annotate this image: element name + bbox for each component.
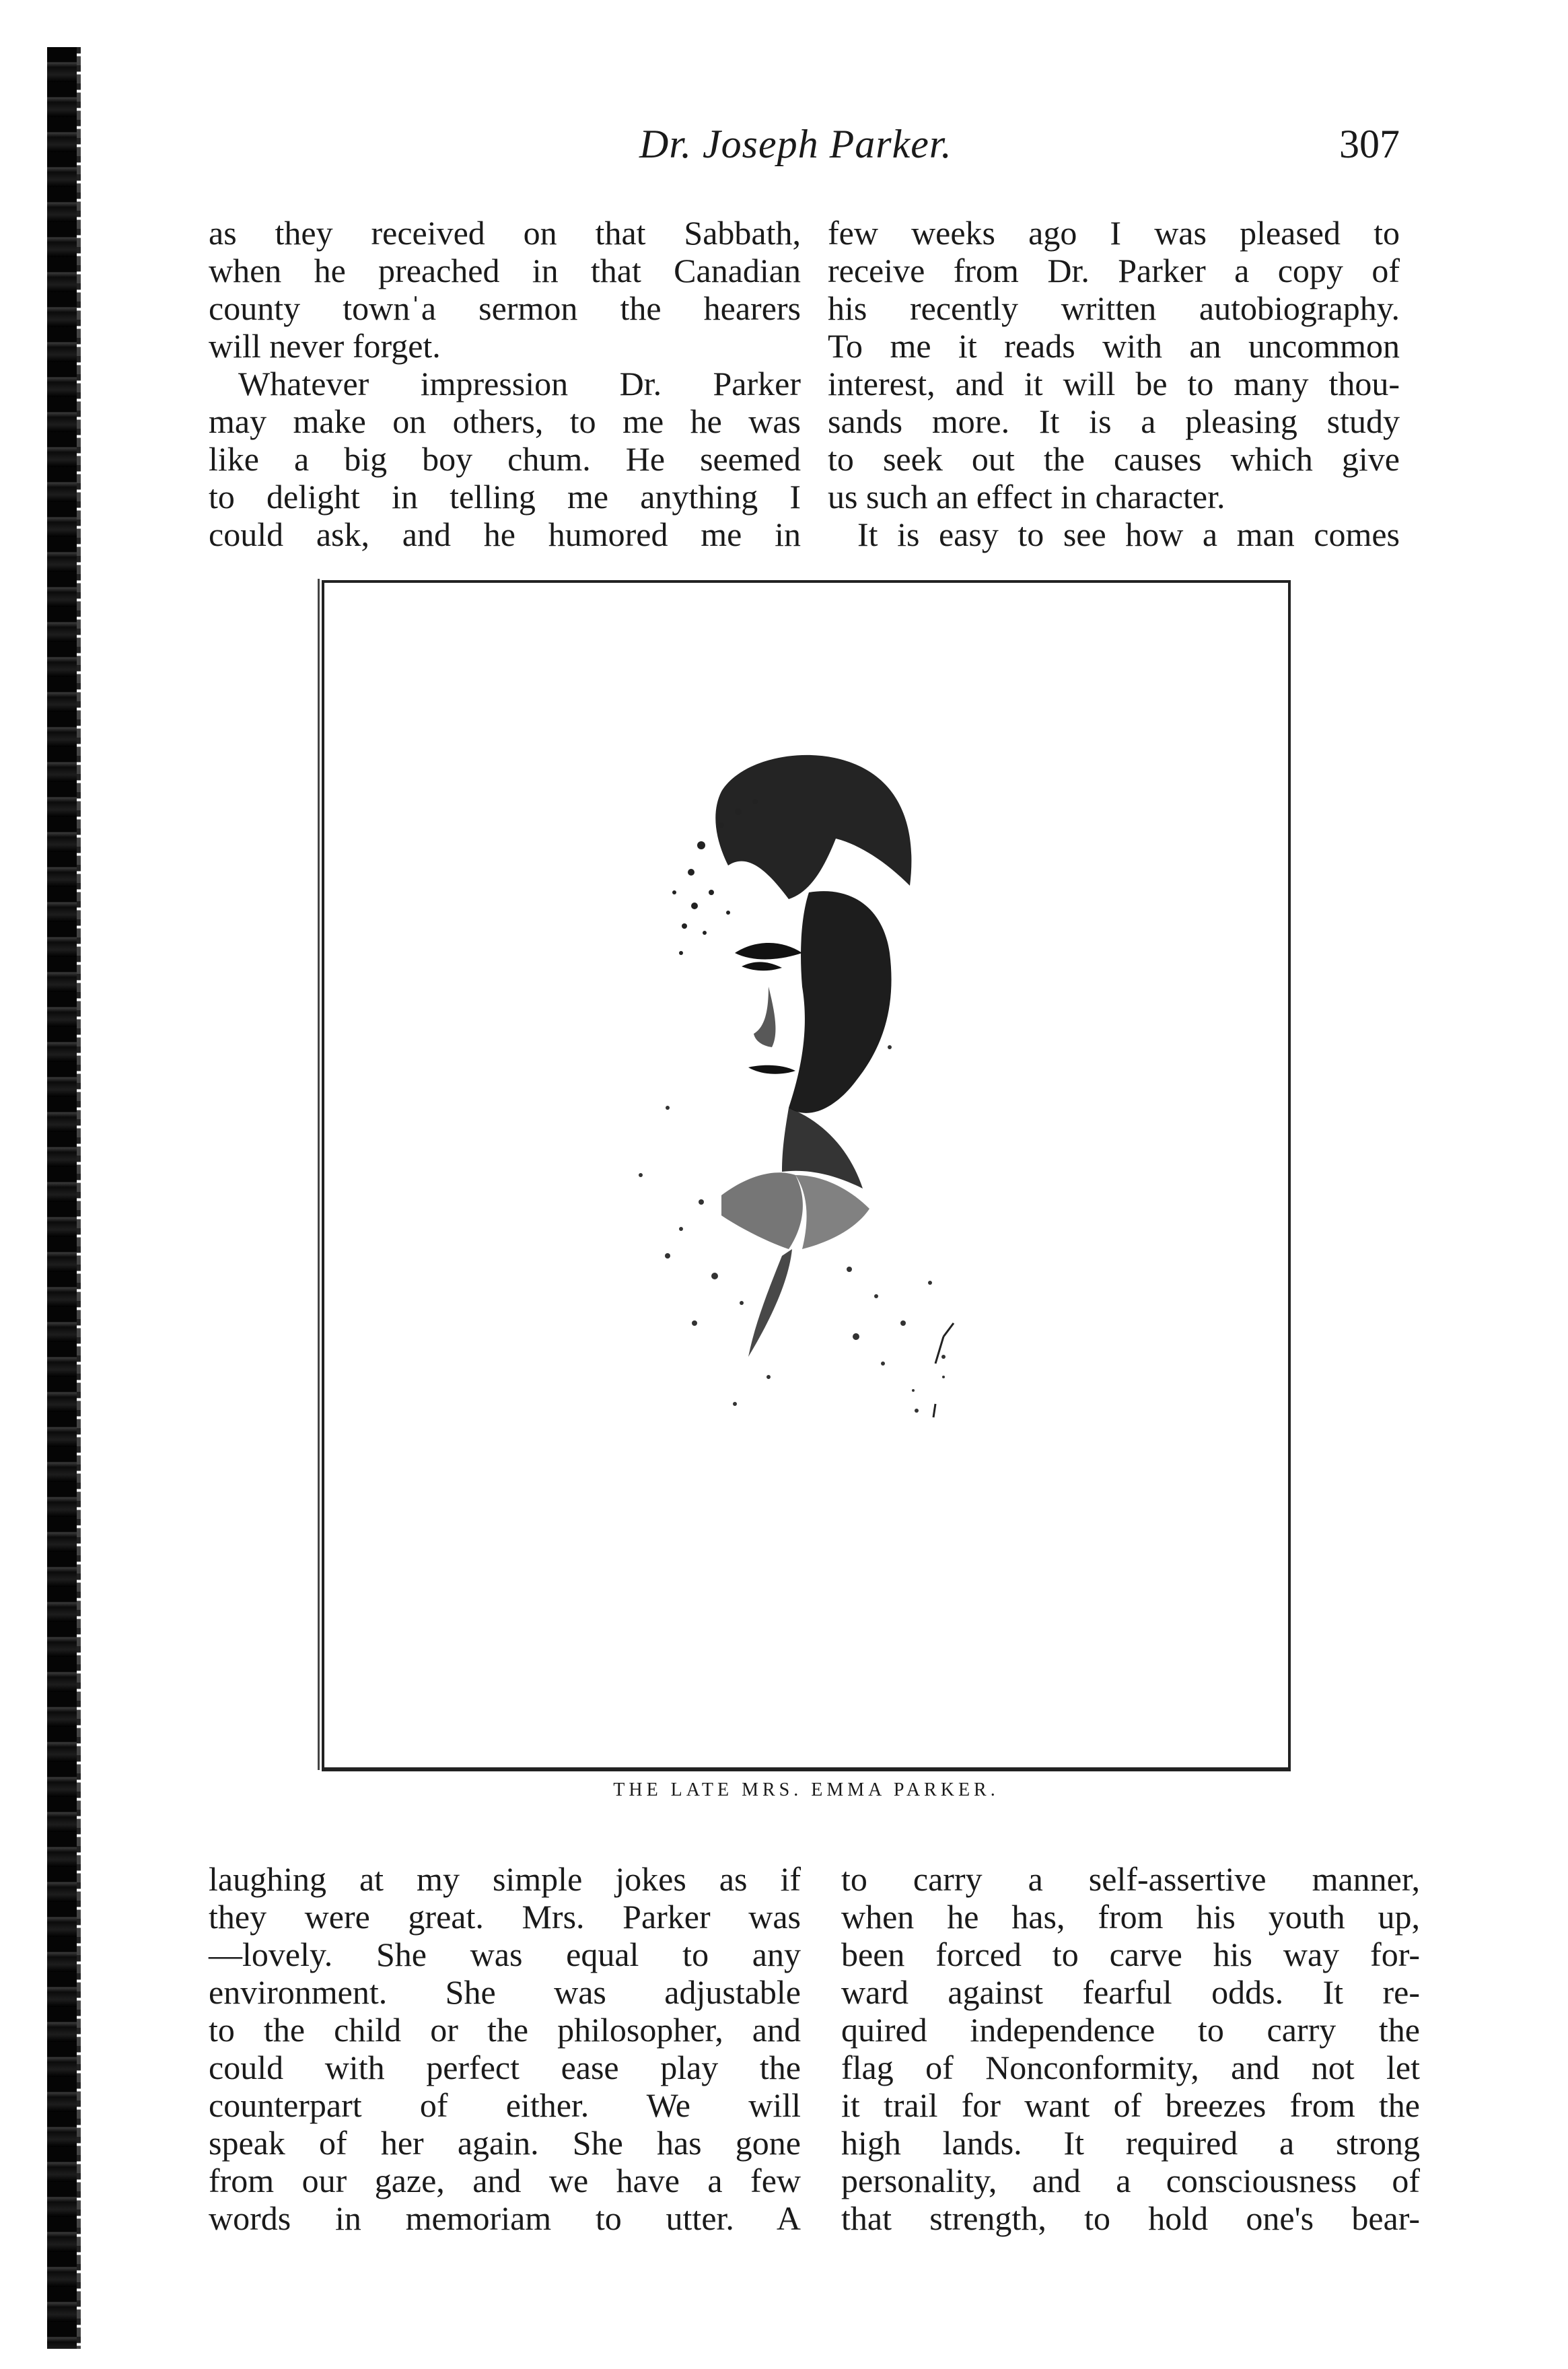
text-line: sands more. It is a pleasing study xyxy=(828,402,1400,440)
text-line: from our gaze, and we have a few xyxy=(209,2162,801,2199)
text-line: quired independence to carry the xyxy=(841,2011,1420,2049)
text-line: when he preached in that Canadian xyxy=(209,252,801,289)
text-line: to seek out the causes which give xyxy=(828,440,1400,478)
text-line: to delight in telling me anything I xyxy=(209,478,801,516)
text-line: words in memoriam to utter. A xyxy=(209,2199,801,2237)
text-line: it trail for want of breezes from the xyxy=(841,2086,1420,2124)
text-line: they were great. Mrs. Parker was xyxy=(209,1898,801,1936)
text-column-top-left xyxy=(209,214,801,553)
text-line: county townˈa sermon the hearers xyxy=(209,289,801,327)
text-column-top-right xyxy=(828,214,1400,553)
text-line: to the child or the philosopher, and xyxy=(209,2011,801,2049)
text-column-bottom-right xyxy=(841,1860,1420,2237)
text-line: us such an effect in character. xyxy=(828,478,1225,516)
text-line: personality, and a consciousness of xyxy=(841,2162,1420,2199)
text-line: that strength, to hold one's bear- xyxy=(841,2199,1420,2237)
portrait-image xyxy=(567,731,1051,1458)
text-line: counterpart of either. We will xyxy=(209,2086,801,2124)
text-line: may make on others, to me he was xyxy=(209,402,801,440)
text-line: receive from Dr. Parker a copy of xyxy=(828,252,1400,289)
portrait-frame xyxy=(322,580,1291,1771)
text-line: his recently written autobiography. xyxy=(828,289,1400,327)
running-title: Dr. Joseph Parker. xyxy=(639,122,952,166)
text-line: like a big boy chum. He seemed xyxy=(209,440,801,478)
text-line: ward against fearful odds. It re- xyxy=(841,1973,1420,2011)
text-line: will never forget. xyxy=(209,327,441,365)
text-line: as they received on that Sabbath, xyxy=(209,214,801,252)
text-line: speak of her again. She has gone xyxy=(209,2124,801,2162)
text-line: —lovely. She was equal to any xyxy=(209,1936,801,1973)
text-line: been forced to carve his way for- xyxy=(841,1936,1420,1973)
text-line: It is easy to see how a man comes xyxy=(857,516,1400,553)
text-line: To me it reads with an uncommon xyxy=(828,327,1400,365)
text-column-bottom-left xyxy=(209,1860,801,2237)
figure-caption: THE LATE MRS. EMMA PARKER. xyxy=(613,1779,999,1800)
text-line: Whatever impression Dr. Parker xyxy=(238,365,801,402)
book-binding-edge xyxy=(47,47,77,2349)
text-line: laughing at my simple jokes as if xyxy=(209,1860,801,1898)
text-line: interest, and it will be to many thou- xyxy=(828,365,1400,402)
page-number: 307 xyxy=(1339,122,1400,166)
running-head xyxy=(209,121,1400,182)
text-line: environment. She was adjustable xyxy=(209,1973,801,2011)
text-line: could ask, and he humored me in xyxy=(209,516,801,553)
text-line: to carry a self-assertive manner, xyxy=(841,1860,1420,1898)
text-line: could with perfect ease play the xyxy=(209,2049,801,2086)
text-line: high lands. It required a strong xyxy=(841,2124,1420,2162)
text-line: when he has, from his youth up, xyxy=(841,1898,1420,1936)
text-line: flag of Nonconformity, and not let xyxy=(841,2049,1420,2086)
text-line: few weeks ago I was pleased to xyxy=(828,214,1400,252)
